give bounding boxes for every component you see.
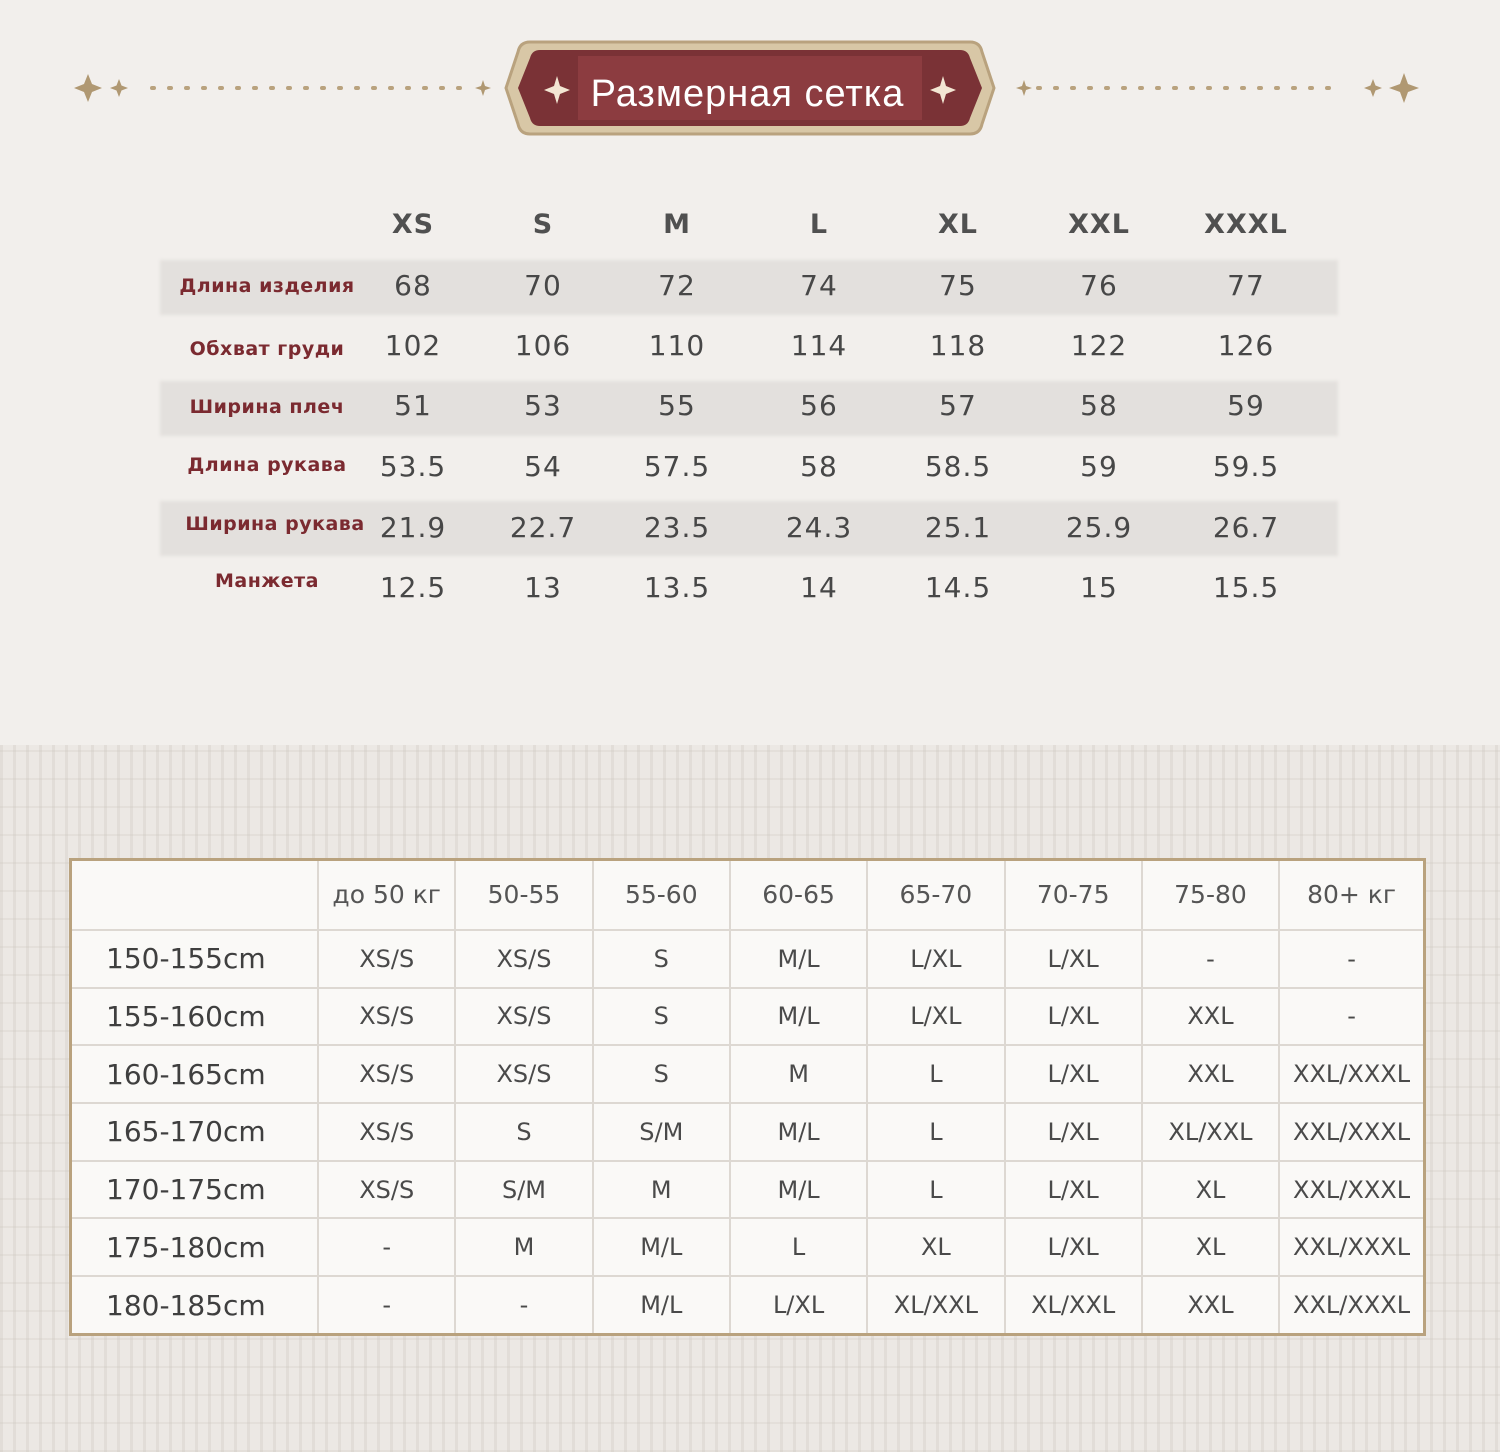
measurement-value: 58: [800, 450, 838, 483]
size-header: S: [532, 209, 554, 240]
size-header: XXL: [1068, 209, 1130, 240]
size-cell: XL/XXL: [1142, 1103, 1279, 1161]
measurement-value: 76: [1080, 269, 1118, 302]
measurement-value: 77: [1227, 269, 1265, 302]
size-cell: XXL/XXXL: [1279, 1161, 1424, 1219]
size-cell: -: [318, 1276, 455, 1334]
size-cell: L/XL: [1005, 1045, 1142, 1103]
measurement-value: 13.5: [643, 571, 711, 604]
size-cell: L/XL: [730, 1276, 867, 1334]
size-cell: M/L: [593, 1276, 730, 1334]
height-label: 150-155cm: [71, 930, 319, 988]
measurement-value: 102: [384, 329, 442, 362]
size-cell: -: [1279, 988, 1424, 1046]
size-cell: XXL: [1142, 988, 1279, 1046]
size-header: XL: [937, 209, 979, 240]
measurement-value: 57: [939, 389, 977, 422]
size-cell: L/XL: [1005, 930, 1142, 988]
measurement-value: 58.5: [924, 450, 992, 483]
size-cell: XS/S: [318, 1161, 455, 1219]
size-cell: M/L: [730, 1103, 867, 1161]
size-cell: -: [455, 1276, 592, 1334]
size-cell: XXL/XXXL: [1279, 1103, 1424, 1161]
measurement-value: 53: [524, 389, 562, 422]
size-cell: XS/S: [318, 1103, 455, 1161]
sparkle-icon: [74, 74, 102, 102]
size-cell: XS/S: [318, 988, 455, 1046]
table-row: [71, 1161, 1425, 1219]
size-cell: S: [593, 988, 730, 1046]
size-cell: XS/S: [455, 930, 592, 988]
measurement-value: 55: [658, 389, 696, 422]
size-cell: M/L: [730, 1161, 867, 1219]
size-cell: S/M: [455, 1161, 592, 1219]
size-cell: L/XL: [1005, 1218, 1142, 1276]
size-cell: XL/XXL: [1005, 1276, 1142, 1334]
size-cell: L: [730, 1218, 867, 1276]
measurement-value: 74: [800, 269, 838, 302]
height-label: 175-180cm: [71, 1218, 319, 1276]
sparkle-icon: [110, 79, 128, 97]
weight-header: до 50 кг: [318, 860, 455, 930]
size-cell: M: [593, 1161, 730, 1219]
table-row: [71, 1045, 1425, 1103]
measurement-value: 122: [1070, 329, 1128, 362]
sparkle-icon: [1389, 73, 1419, 103]
measurement-value: 26.7: [1212, 511, 1280, 544]
size-cell: L: [867, 1045, 1004, 1103]
title-banner: [0, 0, 1500, 180]
size-cell: XS/S: [318, 930, 455, 988]
size-cell: XXL/XXXL: [1279, 1218, 1424, 1276]
size-cell: XXL: [1142, 1045, 1279, 1103]
size-cell: S/M: [593, 1103, 730, 1161]
size-cell: XL/XXL: [867, 1276, 1004, 1334]
size-cell: M/L: [730, 988, 867, 1046]
measurement-value: 13: [524, 571, 562, 604]
weight-header: 80+ кг: [1279, 860, 1424, 930]
size-cell: M/L: [730, 930, 867, 988]
weight-header: 70-75: [1005, 860, 1142, 930]
size-header: XS: [391, 209, 435, 240]
size-cell: L: [867, 1103, 1004, 1161]
measurement-label: Ширина плеч: [189, 396, 345, 418]
size-cell: L/XL: [867, 930, 1004, 988]
measurement-value: 53.5: [379, 450, 447, 483]
measurement-value: 21.9: [379, 511, 447, 544]
size-cell: XS/S: [455, 988, 592, 1046]
size-cell: L/XL: [867, 988, 1004, 1046]
weight-header: 60-65: [730, 860, 867, 930]
size-cell: XS/S: [455, 1045, 592, 1103]
size-cell: XL: [867, 1218, 1004, 1276]
sparkle-icon: [1364, 79, 1382, 97]
size-cell: S: [593, 1045, 730, 1103]
size-cell: XL: [1142, 1161, 1279, 1219]
table-row: [71, 1276, 1425, 1334]
measurement-value: 54: [524, 450, 562, 483]
weight-header: 50-55: [455, 860, 592, 930]
size-header: XXXL: [1204, 209, 1288, 240]
sparkle-icon: [1016, 80, 1032, 96]
weight-header: 65-70: [867, 860, 1004, 930]
size-cell: -: [318, 1218, 455, 1276]
measurement-value: 72: [658, 269, 696, 302]
measurement-value: 15.5: [1212, 571, 1280, 604]
measurement-label: Ширина рукава: [185, 513, 365, 535]
height-label: 170-175cm: [71, 1161, 319, 1219]
measurement-value: 70: [524, 269, 562, 302]
size-cell: M: [455, 1218, 592, 1276]
size-cell: L/XL: [1005, 1103, 1142, 1161]
table-row: [71, 930, 1425, 988]
measurement-value: 58: [1080, 389, 1118, 422]
sparkle-icon: [475, 80, 491, 96]
measurement-value: 118: [929, 329, 987, 362]
measurement-value: 110: [648, 329, 706, 362]
weight-header: 75-80: [1142, 860, 1279, 930]
height-label: 165-170cm: [71, 1103, 319, 1161]
measurement-value: 59.5: [1212, 450, 1280, 483]
size-cell: XL: [1142, 1218, 1279, 1276]
size-cell: M/L: [593, 1218, 730, 1276]
measurement-value: 59: [1080, 450, 1118, 483]
measurement-value: 56: [800, 389, 838, 422]
size-cell: S: [593, 930, 730, 988]
measurement-label: Длина рукава: [187, 454, 347, 476]
measurement-value: 59: [1227, 389, 1265, 422]
measurement-value: 68: [394, 269, 432, 302]
height-label: 180-185cm: [71, 1276, 319, 1334]
size-cell: XXL: [1142, 1276, 1279, 1334]
size-cell: S: [455, 1103, 592, 1161]
page-title: Размерная сетка: [590, 72, 905, 115]
size-cell: M: [730, 1045, 867, 1103]
table-row: [71, 988, 1425, 1046]
measurement-value: 23.5: [643, 511, 711, 544]
size-header: L: [809, 209, 829, 240]
size-cell: XXL/XXXL: [1279, 1276, 1424, 1334]
size-cell: L: [867, 1161, 1004, 1219]
height-label: 160-165cm: [71, 1045, 319, 1103]
measurement-value: 126: [1217, 329, 1275, 362]
measurement-value: 24.3: [785, 511, 853, 544]
weight-header: 55-60: [593, 860, 730, 930]
size-header: M: [663, 209, 691, 240]
measurement-value: 114: [790, 329, 848, 362]
measurement-value: 14: [800, 571, 838, 604]
size-cell: -: [1279, 930, 1424, 988]
size-cell: XXL/XXXL: [1279, 1045, 1424, 1103]
size-chart-table: [69, 858, 1426, 1336]
measurement-value: 25.9: [1065, 511, 1133, 544]
measurement-label: Длина изделия: [179, 275, 355, 297]
measurement-value: 15: [1080, 571, 1118, 604]
weight-header-row: [71, 860, 1425, 930]
height-label: 155-160cm: [71, 988, 319, 1046]
corner-cell: [71, 860, 319, 930]
size-cell: XS/S: [318, 1045, 455, 1103]
size-cell: -: [1142, 930, 1279, 988]
measurement-value: 25.1: [924, 511, 992, 544]
size-cell: L/XL: [1005, 1161, 1142, 1219]
measurement-value: 106: [514, 329, 572, 362]
measurement-value: 57.5: [643, 450, 711, 483]
measurement-value: 51: [394, 389, 432, 422]
table-row: [71, 1103, 1425, 1161]
table-row: [71, 1218, 1425, 1276]
size-cell: L/XL: [1005, 988, 1142, 1046]
measurement-value: 14.5: [924, 571, 992, 604]
measurement-label: Обхват груди: [189, 338, 345, 360]
measurement-value: 12.5: [379, 571, 447, 604]
measurement-value: 22.7: [509, 511, 577, 544]
measurement-value: 75: [939, 269, 977, 302]
measurement-label: Манжета: [215, 570, 319, 592]
